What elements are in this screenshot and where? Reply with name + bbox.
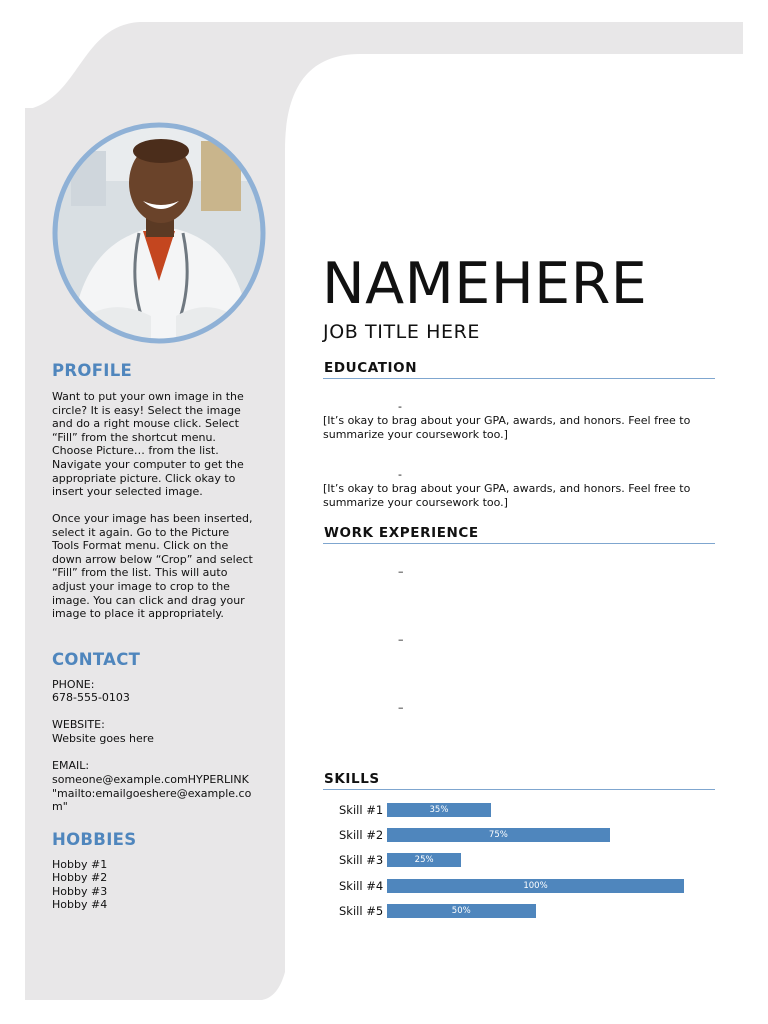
- hobby-item: Hobby #1: [52, 858, 108, 871]
- profile-paragraph-1: Want to put your own image in the circle? It is easy! Select the image and do a right mouse click. Select “Fill” from the shortcut menu. Choose Picture… from the list. Navigate your computer to get the appropriate picture. Click okay to insert your selected image.: [52, 390, 244, 499]
- skill-bar: 35%: [387, 803, 491, 817]
- education-dash: -: [398, 400, 402, 413]
- skill-bar: 25%: [387, 853, 461, 867]
- skill-row: [323, 878, 723, 894]
- education-divider: [323, 378, 715, 379]
- skill-row: [323, 852, 723, 868]
- skill-row: [323, 802, 723, 818]
- education-description: [It’s okay to brag about your GPA, awards, and honors. Feel free to summarize your coursework too.]: [323, 414, 691, 441]
- skill-label: Skill #5: [339, 903, 384, 918]
- skill-bar: 100%: [387, 879, 684, 893]
- hobbies-heading: HOBBIES: [52, 830, 137, 849]
- skill-bar: 50%: [387, 904, 536, 918]
- skill-label: Skill #2: [339, 828, 384, 843]
- work-dash: –: [398, 565, 404, 578]
- skill-label: Skill #3: [339, 853, 384, 868]
- doctor-photo-icon: [51, 121, 267, 345]
- skill-label: Skill #4: [339, 878, 384, 893]
- skill-row: [323, 827, 723, 843]
- skill-row: [323, 903, 723, 919]
- job-title: JOB TITLE HERE: [323, 321, 480, 343]
- work-experience-divider: [323, 543, 715, 544]
- work-dash: –: [398, 633, 404, 646]
- skill-bar: 75%: [387, 828, 610, 842]
- contact-heading: CONTACT: [52, 650, 141, 669]
- phone-value: 678-555-0103: [52, 691, 130, 704]
- education-dash: -: [398, 468, 402, 481]
- skills-divider: [323, 789, 715, 790]
- website-label: WEBSITE:: [52, 718, 105, 731]
- work-dash: –: [398, 701, 404, 714]
- website-value[interactable]: Website goes here: [52, 732, 154, 745]
- email-label: EMAIL:: [52, 759, 90, 772]
- hobby-item: Hobby #2: [52, 871, 108, 884]
- phone-label: PHONE:: [52, 678, 95, 691]
- name-title: NAMEHERE: [322, 251, 648, 317]
- work-experience-heading: WORK EXPERIENCE: [324, 525, 479, 541]
- profile-paragraph-2: Once your image has been inserted, select it again. Go to the Picture Tools Format menu. Click on the down arrow below “Crop” and select “Fill” from the list. This will auto adjust your image to crop to the image. You can click and drag your image to place it appropriately.: [52, 512, 253, 621]
- hobby-item: Hobby #3: [52, 885, 108, 898]
- profile-photo[interactable]: [51, 121, 267, 345]
- email-value[interactable]: someone@example.comHYPERLINK "mailto:emailgoeshere@example.co m": [52, 773, 252, 814]
- hobby-item: Hobby #4: [52, 898, 108, 911]
- education-heading: EDUCATION: [324, 360, 418, 376]
- education-description: [It’s okay to brag about your GPA, awards, and honors. Feel free to summarize your coursework too.]: [323, 482, 691, 509]
- profile-heading: PROFILE: [52, 361, 133, 380]
- skills-heading: SKILLS: [324, 771, 380, 787]
- skill-label: Skill #1: [339, 803, 384, 817]
